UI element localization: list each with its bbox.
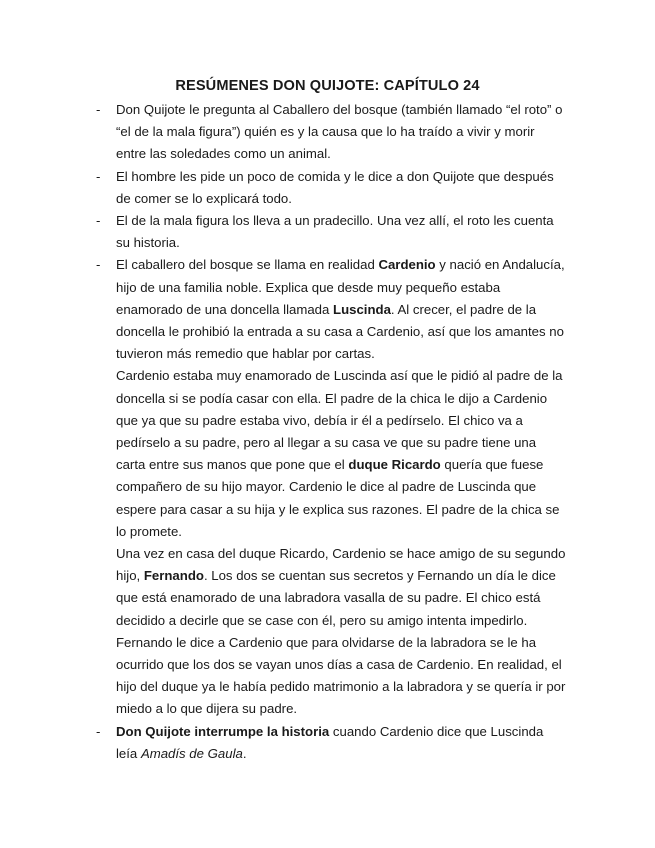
character-name-duque-ricardo: duque Ricardo [348,457,441,473]
list-item-paragraph [116,254,567,365]
character-name-cardenio: Cardenio [378,257,436,273]
bold-phrase: Don Quijote interrumpe la historia [116,723,330,739]
bullet-dash: - [96,257,101,273]
text-run: cuando Cardenio dice que Luscinda leía [116,723,544,761]
list-item-text: El de la mala figura los lleva a un pradecillo. Una vez allí, el roto les cuenta su historia. [116,213,554,251]
list-item [0,166,655,210]
bullet-dash: - [96,102,101,117]
list-item [0,210,655,254]
list-item-paragraph [116,543,567,721]
text-run: quería que fuese compañero de su hijo mayor. Cardenio le dice al padre de Luscinda que espere para casar a su hija y le explica sus razones. El padre de la chica se lo promete. [116,457,560,539]
text-run: y nació en Andalucía, hijo de una familia noble. Explica que desde muy pequeño estaba enamorado de una doncella llamada [116,257,565,317]
text-run: Una vez en casa del duque Ricardo, Cardenio se hace amigo de su segundo hijo, [116,546,566,584]
bullet-dash: - [96,168,101,184]
list-item [0,254,655,720]
list-item-paragraph [116,365,567,543]
character-name-luscinda: Luscinda [333,301,391,317]
summary-list [0,99,655,765]
bullet-dash: - [96,723,101,739]
text-run: . Los dos se cuentan sus secretos y Fernando un día le dice que está enamorado de una labradora vasalla de su padre. El chico está decidido a decirle que se case con él, pero su amigo intenta impedirlo. Fernando le dice a Cardenio que para olvidarse de la labradora se le ha ocurrido que los dos se vayan unos días a casa de Cardenio. En realidad, el hijo del duque ya le había pedido matrimonio a la labradora y se quería ir por miedo a lo que dijera su padre. [116,568,566,717]
document-title: RESÚMENES DON QUIJOTE: CAPÍTULO 24 [175,78,480,94]
list-item-text: El hombre les pide un poco de comida y le dice a don Quijote que después de comer se lo explicará todo. [116,168,554,206]
list-item-text: Don Quijote le pregunta al Caballero del bosque (también llamado “el roto” o “el de la mala figura”) quién es y la causa que lo ha traído a vivir y morir entre las soledades como un animal. [116,102,563,162]
character-name-fernando: Fernando [143,568,204,584]
bullet-dash: - [96,213,101,229]
book-title: Amadís de Gaula [140,745,243,761]
list-item [0,99,655,166]
text-run: Cardenio estaba muy enamorado de Luscinda así que le pidió al padre de la doncella si se podía casar con ella. El padre de la chica le dijo a Cardenio que ya que su padre estaba vivo, debía ir él a pedírselo. El chico va a pedírselo a su padre, pero al llegar a su casa ve que su padre tiene una carta entre sus manos que pone que el [116,368,563,473]
text-run: . Al crecer, el padre de la doncella le prohibió la entrada a su casa a Cardenio, así que los amantes no tuvieron más remedio que hablar por cartas. [116,301,564,362]
list-item [0,721,655,765]
list-item-text [116,721,567,765]
text-run: El caballero del bosque se llama en realidad [116,257,379,273]
text-run: . [242,745,247,761]
